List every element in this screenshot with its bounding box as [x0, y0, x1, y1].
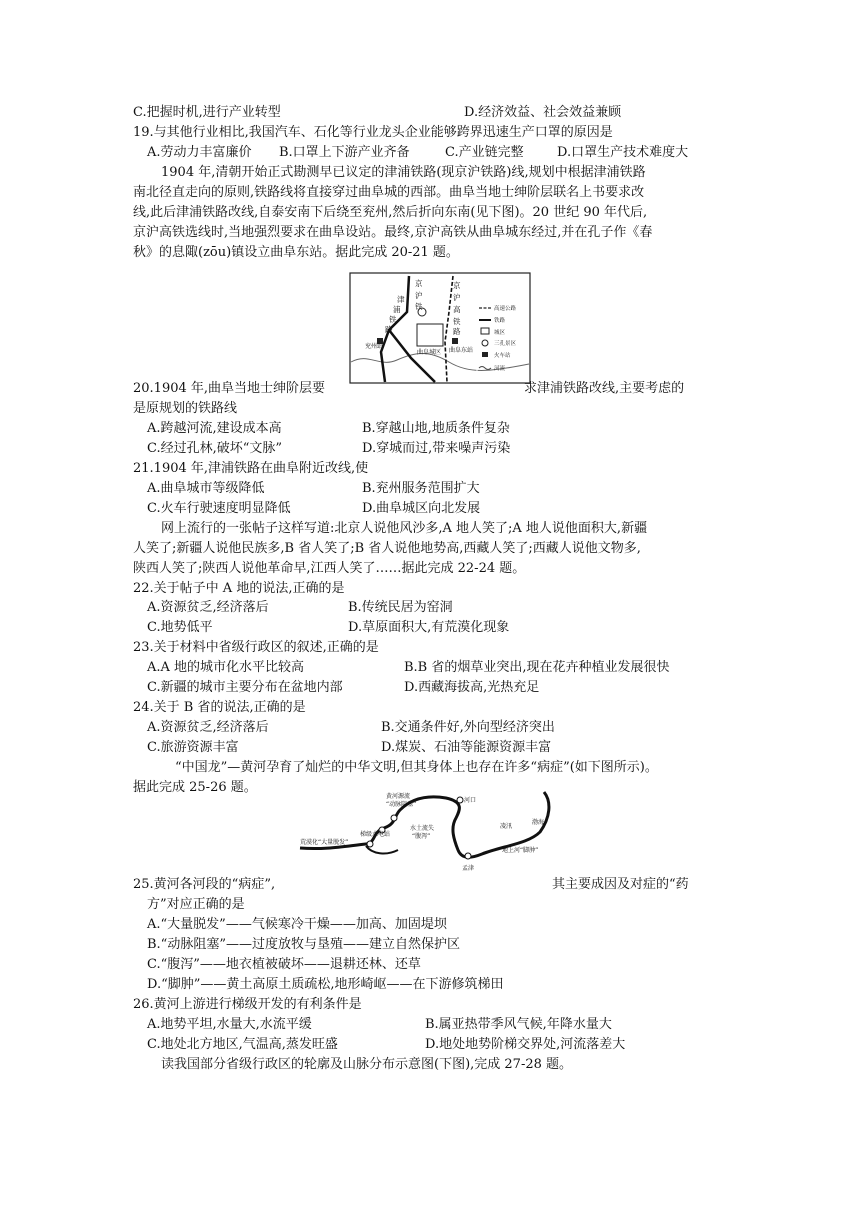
q22-option-c: C.地势低平 [147, 620, 213, 635]
label-lu-2: 路 [453, 327, 461, 336]
passage-3-line-1: “中国龙”—黄河孕育了灿烂的中华文明,但其身体上也存在许多“病症”(如下图所示)。 [175, 760, 658, 775]
passage-3-line-2: 据此完成 25-26 题。 [133, 780, 257, 795]
question-24-stem: 24.关于 B 省的说法,正确的是 [133, 700, 306, 715]
q19-option-c: C.产业链完整 [445, 145, 524, 160]
label-desertification: 荒漠化“大量脱发” [300, 839, 349, 846]
label-jin: 津 [397, 295, 405, 304]
passage-1-line-1: 1904 年,清朝开始正式勘测早已议定的津浦铁路(现京沪铁路)线,规划中根据津浦铁路 [161, 165, 646, 180]
q19-option-a: A.劳动力丰富廉价 [147, 145, 252, 160]
question-20-stem-a: 20.1904 年,曲阜当地士绅阶层要 [133, 381, 326, 396]
q20-option-b: B.穿越山地,地质条件复杂 [362, 421, 510, 436]
label-bohai: 渤海 [532, 819, 545, 826]
option-c: C.把握时机,进行产业转型 [133, 105, 281, 120]
question-25-stem-c: 方”对应正确的是 [147, 897, 245, 912]
label-source-1: 黄河源流 [386, 793, 411, 800]
q26-option-c: C.地处北方地区,气温高,蒸发旺盛 [147, 1037, 338, 1052]
legend-item-5: 河流 [494, 366, 506, 372]
question-19-stem: 19.与其他行业相比,我国汽车、石化等行业龙头企业能够跨界迅速生产口罩的原因是 [133, 125, 613, 140]
label-erosion-1: 水土流失 [410, 825, 435, 832]
passage-2-line-2: 人笑了;新疆人说他民族多,B 省人笑了;B 省人说他地势高,西藏人笑了;西藏人说他文物多, [133, 541, 641, 556]
passage-2-line-3: 陕西人笑了;陕西人说他革命早,江西人笑了……据此完成 22-24 题。 [133, 561, 526, 576]
question-21-stem: 21.1904 年,津浦铁路在曲阜附近改线,使 [133, 461, 369, 476]
question-23-stem: 23.关于材料中省级行政区的叙述,正确的是 [133, 640, 379, 655]
label-gao: 高 [453, 305, 461, 314]
label-mengjin: 孟津 [462, 865, 475, 872]
legend-item-0: 高速公路 [494, 306, 517, 312]
label-pu: 浦 [393, 305, 401, 314]
label-yanzhou-station: 兖州站 [365, 343, 384, 350]
q23-option-a: A.A 地的城市化水平比较高 [147, 660, 305, 675]
q22-option-b: B.传统民居为窑洞 [348, 600, 453, 615]
passage-1-line-4: 京沪高铁选线时,当地强烈要求在曲阜设站。最终,京沪高铁从曲阜城东经过,并在孔子作《春 [133, 225, 653, 240]
q21-option-a: A.曲阜城市等级降低 [147, 481, 265, 496]
legend-item-3: 三孔景区 [494, 341, 517, 347]
label-jing-2: 京 [453, 281, 461, 290]
yellow-river-map [296, 788, 566, 874]
q23-option-b: B.B 省的烟草业突出,现在花卉种植业发展很快 [404, 660, 670, 675]
q21-option-c: C.火车行驶速度明显降低 [147, 501, 291, 516]
legend-item-2: 城区 [494, 330, 506, 336]
question-26-stem: 26.黄河上游进行梯级开发的有利条件是 [133, 997, 362, 1012]
q26-option-a: A.地势平坦,水量大,水流平缓 [147, 1017, 312, 1032]
option-d: D.经济效益、社会效益兼顾 [464, 105, 622, 120]
label-lingxun: 凌汛 [500, 823, 513, 830]
label-tie-2: 铁 [389, 315, 397, 324]
q23-option-d: D.西藏海拔高,光热充足 [404, 680, 540, 695]
label-qufu-city: 曲阜城区 [417, 349, 442, 356]
q22-option-d: D.草原面积大,有荒漠化现象 [348, 620, 510, 635]
label-jing-1: 京 [415, 279, 423, 288]
label-upper-river: 地上河“脚肿” [502, 847, 539, 854]
label-qufu-east-station: 曲阜东站 [449, 347, 474, 354]
railway-map [349, 272, 531, 384]
passage-1-line-3: 线,此后津浦铁路改线,自泰安南下后绕至兖州,然后折向东南(见下图)。20 世纪 90 年代后, [133, 205, 648, 220]
passage-2-line-1: 网上流行的一张帖子这样写道:北京人说他风沙多,A 地人笑了;A 地人说他面积大,新疆 [161, 521, 648, 536]
label-hydropower: 梯级水电站 [360, 831, 391, 838]
question-25-stem-b: 其主要成因及对症的“药 [552, 877, 689, 892]
question-25-stem-a: 25.黄河各河段的“病症”, [133, 877, 276, 892]
label-tie-3: 铁 [453, 317, 461, 326]
q24-option-c: C.旅游资源丰富 [147, 740, 239, 755]
label-tie-1: 铁 [415, 302, 423, 311]
legend-item-4: 火车站 [494, 353, 511, 359]
label-hu-1: 沪 [415, 291, 423, 300]
q20-option-d: D.穿城而过,带来噪声污染 [362, 441, 511, 456]
q25-option-c: C.“腹泻”——地衣植被破坏——退耕还林、还草 [147, 957, 421, 972]
q22-option-a: A.资源贫乏,经济落后 [147, 600, 269, 615]
question-20-stem-b: 求津浦铁路改线,主要考虑的 [524, 381, 685, 396]
q26-option-d: D.地处地势阶梯交界处,河流落差大 [425, 1037, 626, 1052]
closing-instruction: 读我国部分省级行政区的轮廓及山脉分布示意图(下图),完成 27-28 题。 [161, 1057, 573, 1072]
q24-option-d: D.煤炭、石油等能源资源丰富 [381, 740, 552, 755]
q19-option-b: B.口罩上下游产业齐备 [279, 145, 410, 160]
label-erosion-2: “腹泻” [412, 833, 431, 840]
q21-option-d: D.曲阜城区向北发展 [362, 501, 481, 516]
label-source-2: “动脉阻塞” [386, 801, 417, 808]
q25-option-d: D.“脚肿”——黄土高原土质疏松,地形崎岖——在下游修筑梯田 [147, 977, 504, 992]
label-lu-1: 路 [385, 325, 393, 334]
q25-option-a: A.“大量脱发”——气候寒冷干燥——加高、加固堤坝 [147, 917, 447, 932]
q19-option-d: D.口罩生产技术难度大 [557, 145, 689, 160]
passage-1-line-2: 南北径直走向的原则,铁路线将直接穿过曲阜城的西部。曲阜当地士绅阶层联名上书要求改 [133, 185, 645, 200]
q20-option-a: A.跨越河流,建设成本高 [147, 421, 282, 436]
legend-item-1: 铁路 [494, 318, 506, 324]
q20-option-c: C.经过孔林,破坏“文脉” [147, 441, 283, 456]
label-hekou: 河口 [464, 797, 477, 804]
label-hu-2: 沪 [453, 293, 461, 302]
q24-option-a: A.资源贫乏,经济落后 [147, 720, 269, 735]
q25-option-b: B.“动脉阻塞”——过度放牧与垦殖——建立自然保护区 [147, 937, 460, 952]
q26-option-b: B.属亚热带季风气候,年降水量大 [425, 1017, 612, 1032]
question-22-stem: 22.关于帖子中 A 地的说法,正确的是 [133, 581, 345, 596]
q24-option-b: B.交通条件好,外向型经济突出 [381, 720, 555, 735]
passage-1-line-5: 秋》的息陬(zōu)镇设立曲阜东站。据此完成 20-21 题。 [133, 245, 459, 260]
q23-option-c: C.新疆的城市主要分布在盆地内部 [147, 680, 343, 695]
question-20-stem-c: 是原规划的铁路线 [133, 401, 238, 416]
q21-option-b: B.兖州服务范围扩大 [362, 481, 480, 496]
